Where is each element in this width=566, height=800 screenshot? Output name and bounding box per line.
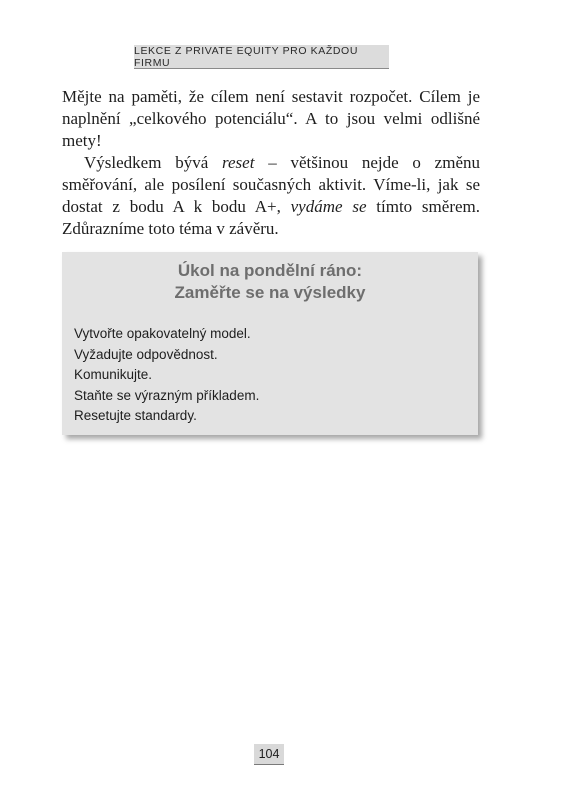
paragraph-2-text-b: – většinou nejde o změnu směřování, ale posílení současných aktivit. Víme-li, jak se dostat z bodu A k bodu A+, <box>62 153 480 216</box>
task-item: Resetujte standardy. <box>74 408 197 423</box>
task-box-title <box>62 260 478 304</box>
paragraph-1: Mějte na paměti, že cílem není sestavit rozpočet. Cílem je naplnění „celkového potenciálu“. A to jsou velmi odlišné mety! <box>62 87 480 150</box>
page-number: 104 <box>254 744 284 765</box>
paragraph-2-text-c: tímto směrem. Zdůrazníme toto téma v závěru. <box>62 197 481 238</box>
emphasis-vydame-se: vydáme se <box>290 197 367 216</box>
task-item: Vytvořte opakovatelný model. <box>74 326 251 341</box>
paragraph-2 <box>62 152 480 240</box>
task-item: Vyžadujte odpovědnost. <box>74 346 218 362</box>
emphasis-reset: reset <box>222 153 255 172</box>
running-header-title: LEKCE Z PRIVATE EQUITY PRO KAŽDOU FIRMU <box>134 44 359 69</box>
task-item: Staňte se výrazným příkladem. <box>74 387 260 403</box>
task-box <box>62 252 478 435</box>
running-header <box>134 45 389 69</box>
task-box-title-line-1: Úkol na pondělní ráno: <box>177 261 363 280</box>
body-text <box>62 86 480 240</box>
task-item: Komunikujte. <box>74 367 153 382</box>
paragraph-2-text-a: Výsledkem bývá <box>84 153 223 172</box>
task-list <box>74 324 259 427</box>
task-box-title-line-2: Zaměřte se na výsledky <box>174 283 366 302</box>
